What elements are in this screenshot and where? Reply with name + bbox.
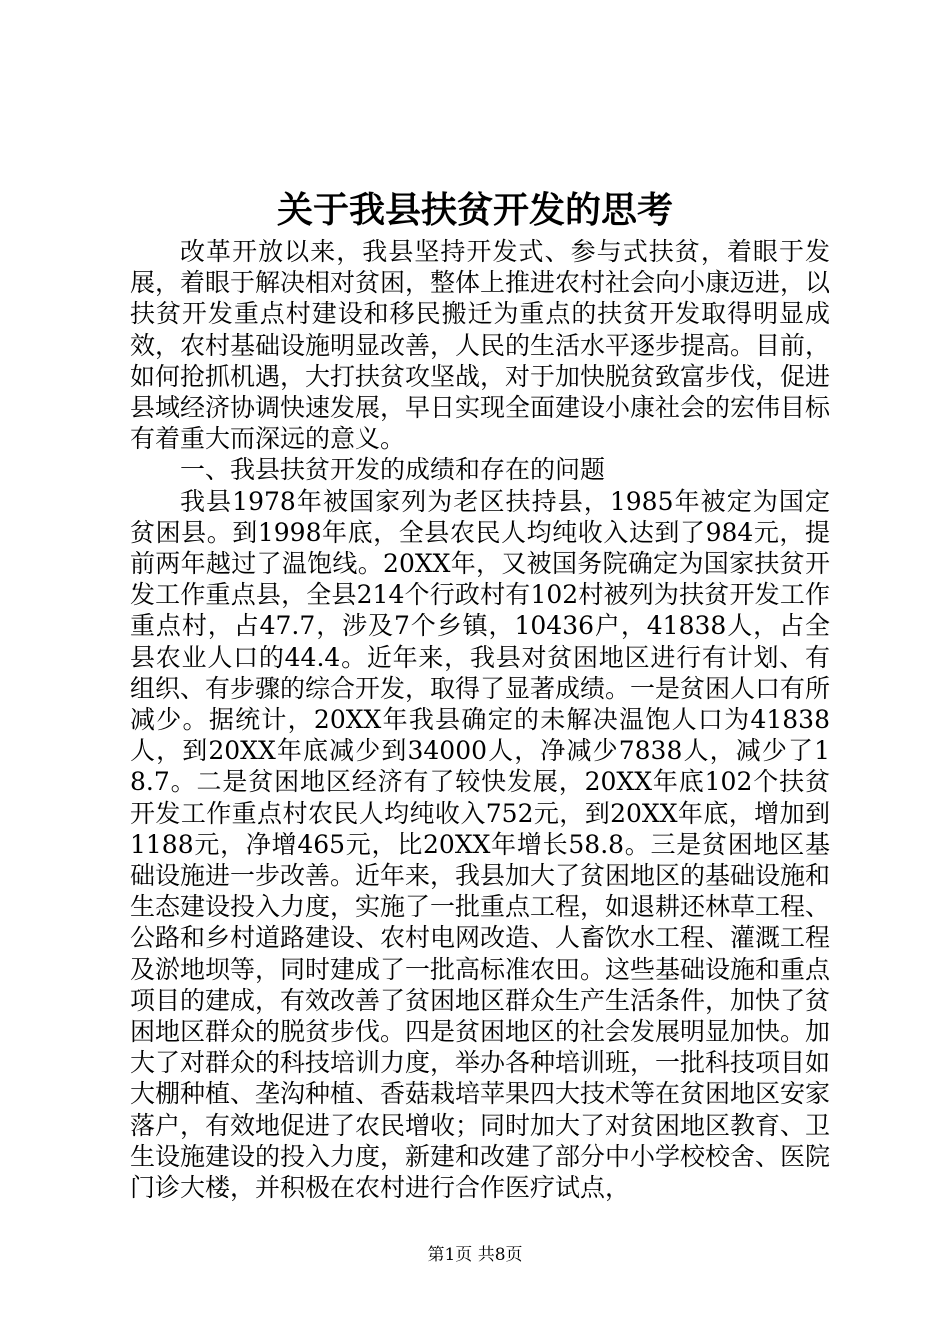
document-body (130, 236, 830, 1203)
section-heading: 一、我县扶贫开发的成绩和存在的问题 (180, 455, 606, 485)
document-title: 关于我县扶贫开发的思考 (276, 189, 673, 231)
page-number-footer: 第1页 共8页 (427, 1245, 523, 1265)
paragraph-achievements: 我县1978年被国家列为老区扶持县，1985年被定为国定贫困县。到1998年底，全县农民人均纯收入达到了984元，提前两年越过了温饱线。20XX年，又被国务院确定为国家扶贫开发工作重点县，全县214个行政村有102村被列为扶贫开发工作重点村，占47.7，涉及7个乡镇，10436户，41838人，占全县农业人口的44.4。近年来，我县对贫困地区进行有计划、有组织、有步骤的综合开发，取得了显著成绩。一是贫困人口有所减少。据统计，20XX年我县确定的未解决温饱人口为41838人，到20XX年底减少到34000人，净减少7838人，减少了18.7。二是贫困地区经济有了较快发展，20XX年底102个扶贫开发工作重点村农民人均纯收入752元，到20XX年底，增加到1188元，净增465元，比20XX年增长58.8。三是贫困地区基础设施进一步改善。近年来，我县加大了贫困地区的基础设施和生态建设投入力度，实施了一批重点工程，如退耕还林草工程、公路和乡村道路建设、农村电网改造、人畜饮水工程、灌溉工程及淤地坝等，同时建成了一批高标准农田。这些基础设施和重点项目的建成，有效改善了贫困地区群众生产生活条件，加快了贫困地区群众的脱贫步伐。四是贫困地区的社会发展明显加快。加大了对群众的科技培训力度，举办各种培训班，一批科技项目如大棚种植、垄沟种植、香菇栽培苹果四大技术等在贫困地区安家落户，有效地促进了农民增收；同时加大了对贫困地区教育、卫生设施建设的投入力度，新建和改建了部分中小学校校舍、医院门诊大楼，并积极在农村进行合作医疗试点， (130, 486, 831, 1203)
paragraph-intro: 改革开放以来，我县坚持开发式、参与式扶贫，着眼于发展，着眼于解决相对贫困，整体上推进农村社会向小康迈进，以扶贫开发重点村建设和移民搬迁为重点的扶贫开发取得明显成效，农村基础设施明显改善，人民的生活水平逐步提高。目前，如何抢抓机遇，大打扶贫攻坚战，对于加快脱贫致富步伐，促进县域经济协调快速发展，早日实现全面建设小康社会的宏伟目标有着重大而深远的意义。 (130, 237, 831, 454)
